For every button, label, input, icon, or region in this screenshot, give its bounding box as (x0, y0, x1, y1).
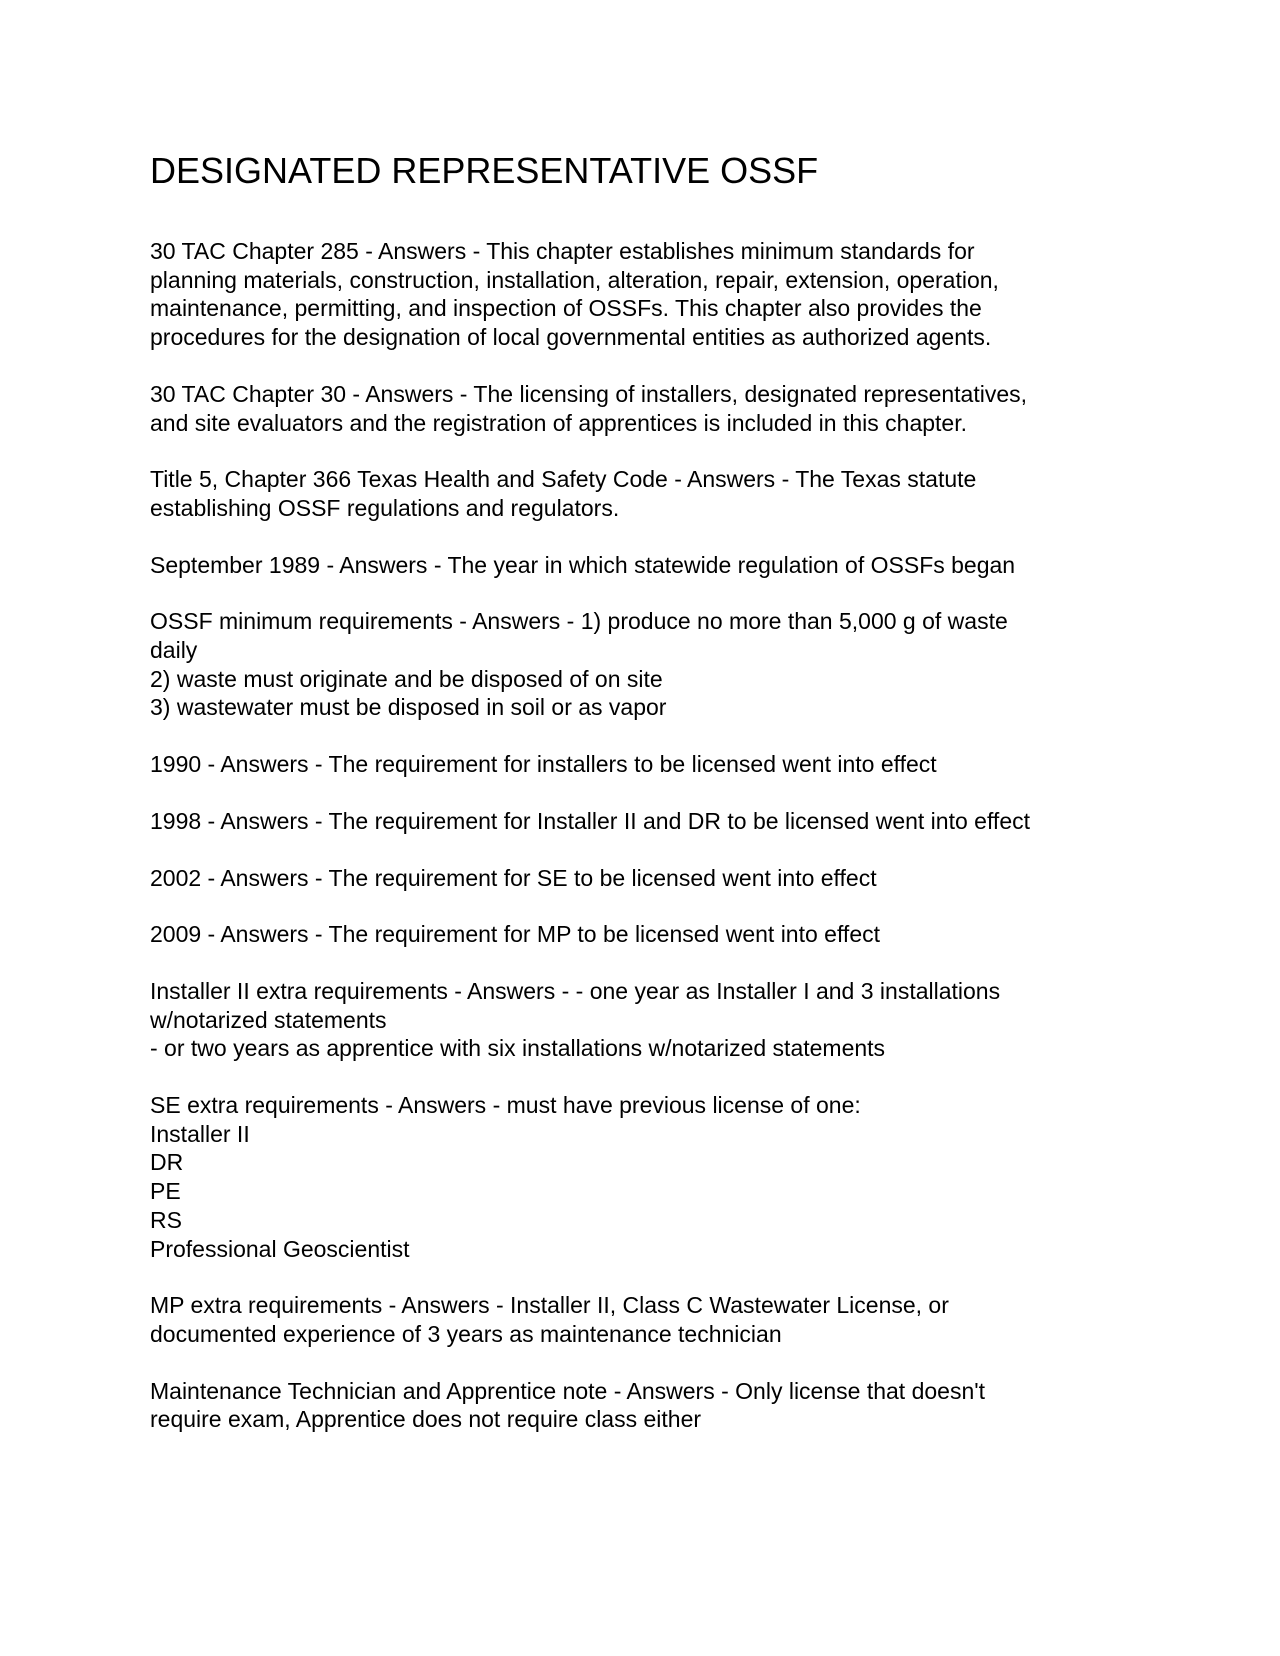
qa-entry (150, 807, 1130, 836)
qa-entry (150, 750, 1130, 779)
qa-entry (150, 920, 1130, 949)
entry-line: Installer II extra requirements - Answers - - one year as Installer I and 3 installations (150, 977, 1001, 1004)
entry-line: 2009 - Answers - The requirement for MP to be licensed went into effect (150, 921, 881, 948)
entry-list (150, 237, 1130, 1434)
entry-line: 2002 - Answers - The requirement for SE to be licensed went into effect (150, 864, 877, 891)
qa-entry (150, 1377, 1130, 1434)
qa-entry (150, 465, 1130, 522)
entry-line: require exam, Apprentice does not require class either (150, 1406, 702, 1433)
entry-line: and site evaluators and the registration of apprentices is included in this chapter. (150, 409, 967, 436)
qa-entry (150, 864, 1130, 893)
entry-line: September 1989 - Answers - The year in which statewide regulation of OSSFs began (150, 551, 1016, 578)
entry-line: 1990 - Answers - The requirement for installers to be licensed went into effect (150, 751, 937, 778)
entry-line: w/notarized statements (150, 1006, 387, 1033)
qa-entry (150, 607, 1130, 722)
entry-line: RS (150, 1206, 182, 1233)
document-title: DESIGNATED REPRESENTATIVE OSSF (150, 150, 819, 191)
entry-line: 30 TAC Chapter 30 - Answers - The licensing of installers, designated representatives, (150, 380, 1028, 407)
qa-entry (150, 1091, 1130, 1263)
entry-line: 2) waste must originate and be disposed of on site (150, 665, 663, 692)
document-page (150, 150, 1130, 1462)
entry-line: 30 TAC Chapter 285 - Answers - This chapter establishes minimum standards for (150, 238, 975, 264)
qa-entry (150, 977, 1130, 1063)
entry-line: planning materials, construction, installation, alteration, repair, extension, operation, (150, 266, 999, 293)
entry-line: Maintenance Technician and Apprentice note - Answers - Only license that doesn't (150, 1377, 986, 1404)
qa-entry (150, 1291, 1130, 1348)
qa-entry (150, 551, 1130, 580)
entry-line: procedures for the designation of local governmental entities as authorized agents. (150, 324, 992, 351)
entry-line: SE extra requirements - Answers - must have previous license of one: (150, 1092, 861, 1119)
entry-line: Title 5, Chapter 366 Texas Health and Safety Code - Answers - The Texas statute (150, 466, 977, 493)
entry-line: MP extra requirements - Answers - Installer II, Class C Wastewater License, or (150, 1292, 949, 1319)
entry-line: DR (150, 1149, 184, 1176)
entry-line: maintenance, permitting, and inspection of OSSFs. This chapter also provides the (150, 295, 982, 322)
entry-line: documented experience of 3 years as maintenance technician (150, 1320, 782, 1347)
entry-line: daily (150, 637, 198, 664)
entry-line: - or two years as apprentice with six installations w/notarized statements (150, 1035, 886, 1062)
qa-entry (150, 237, 1130, 352)
entry-line: Installer II (150, 1120, 250, 1147)
entry-line: Professional Geoscientist (150, 1235, 410, 1262)
entry-line: PE (150, 1178, 181, 1205)
entry-line: 1998 - Answers - The requirement for Installer II and DR to be licensed went into effect (150, 807, 1030, 834)
entry-line: establishing OSSF regulations and regulators. (150, 494, 620, 521)
entry-line: 3) wastewater must be disposed in soil or as vapor (150, 694, 667, 721)
entry-line: OSSF minimum requirements - Answers - 1) produce no more than 5,000 g of waste (150, 608, 1008, 635)
qa-entry (150, 380, 1130, 437)
